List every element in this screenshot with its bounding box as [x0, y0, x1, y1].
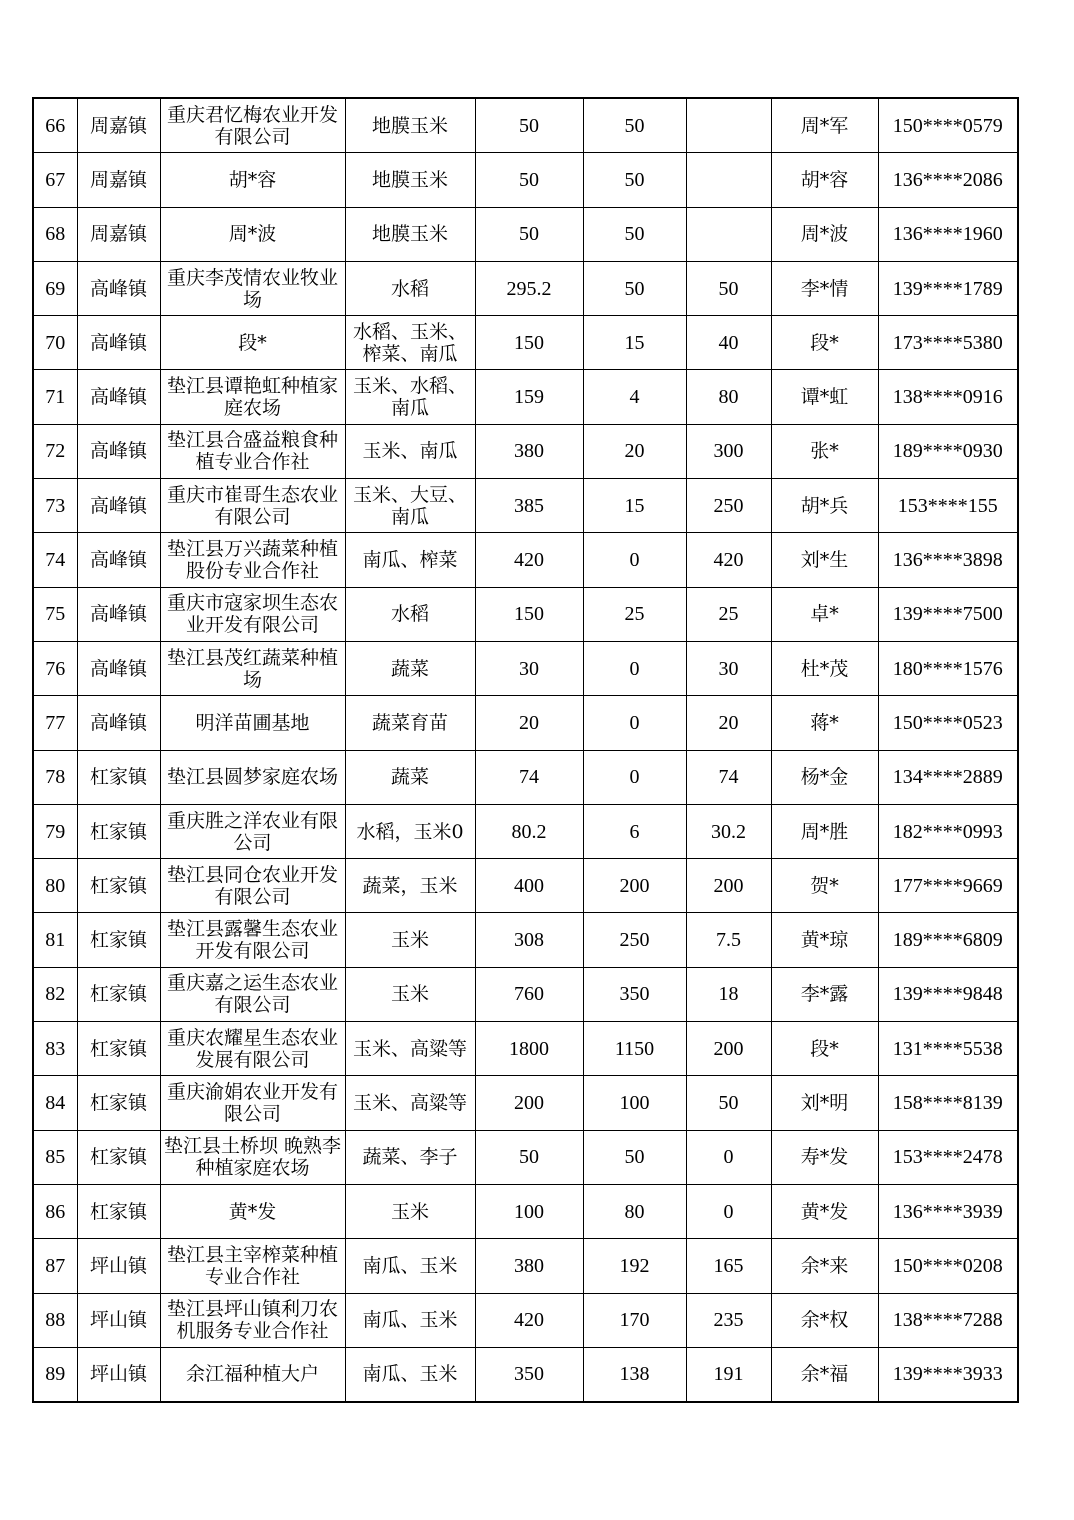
crop-cell: 地膜玉米	[345, 98, 475, 153]
row-number-cell: 78	[33, 750, 77, 804]
value-a-cell: 385	[475, 479, 583, 533]
phone-cell: 138****0916	[878, 370, 1018, 424]
value-a-cell: 200	[475, 1076, 583, 1130]
phone-cell: 139****7500	[878, 587, 1018, 641]
entity-name-cell: 垫江县主宰榨菜种植专业合作社	[160, 1239, 345, 1293]
contact-name-cell: 周*胜	[771, 804, 878, 858]
value-b-cell: 1150	[583, 1022, 686, 1076]
value-b-cell: 50	[583, 261, 686, 315]
town-cell: 高峰镇	[77, 424, 160, 478]
value-a-cell: 760	[475, 967, 583, 1021]
row-number-cell: 86	[33, 1184, 77, 1238]
value-a-cell: 159	[475, 370, 583, 424]
row-number-cell: 84	[33, 1076, 77, 1130]
town-cell: 杠家镇	[77, 804, 160, 858]
town-cell: 坪山镇	[77, 1239, 160, 1293]
value-c-cell	[686, 98, 771, 153]
table-row	[33, 1022, 1018, 1076]
entity-name-cell: 垫江县坪山镇利刀农机服务专业合作社	[160, 1293, 345, 1347]
crop-cell: 玉米、水稻、南瓜	[345, 370, 475, 424]
contact-name-cell: 张*	[771, 424, 878, 478]
value-c-cell: 420	[686, 533, 771, 587]
contact-name-cell: 李*情	[771, 261, 878, 315]
crop-cell: 水稻、玉米、榨菜、南瓜	[345, 316, 475, 370]
table-row	[33, 967, 1018, 1021]
crop-cell: 水稻，玉米0	[345, 804, 475, 858]
crop-cell: 玉米	[345, 913, 475, 967]
crop-cell: 南瓜、榨菜	[345, 533, 475, 587]
town-cell: 杠家镇	[77, 1022, 160, 1076]
row-number-cell: 87	[33, 1239, 77, 1293]
crop-cell: 玉米、南瓜	[345, 424, 475, 478]
value-c-cell: 50	[686, 261, 771, 315]
phone-cell: 139****3933	[878, 1347, 1018, 1402]
crop-cell: 南瓜、玉米	[345, 1239, 475, 1293]
table-row	[33, 641, 1018, 695]
crop-cell: 地膜玉米	[345, 153, 475, 207]
value-c-cell	[686, 207, 771, 261]
phone-cell: 180****1576	[878, 641, 1018, 695]
town-cell: 杠家镇	[77, 967, 160, 1021]
crop-cell: 蔬菜，玉米	[345, 859, 475, 913]
value-a-cell: 150	[475, 587, 583, 641]
value-c-cell: 200	[686, 1022, 771, 1076]
entity-name-cell: 垫江县谭艳虹种植家庭农场	[160, 370, 345, 424]
row-number-cell: 69	[33, 261, 77, 315]
table-row	[33, 1239, 1018, 1293]
value-a-cell: 150	[475, 316, 583, 370]
row-number-cell: 67	[33, 153, 77, 207]
value-a-cell: 50	[475, 153, 583, 207]
crop-cell: 玉米	[345, 967, 475, 1021]
phone-cell: 139****1789	[878, 261, 1018, 315]
entity-name-cell: 重庆市崔哥生态农业有限公司	[160, 479, 345, 533]
value-b-cell: 50	[583, 153, 686, 207]
phone-cell: 189****0930	[878, 424, 1018, 478]
row-number-cell: 83	[33, 1022, 77, 1076]
phone-cell: 153****155	[878, 479, 1018, 533]
contact-name-cell: 杨*金	[771, 750, 878, 804]
value-c-cell: 30	[686, 641, 771, 695]
phone-cell: 138****7288	[878, 1293, 1018, 1347]
data-table	[32, 97, 1019, 1403]
entity-name-cell: 胡*容	[160, 153, 345, 207]
crop-cell: 玉米、高粱等	[345, 1022, 475, 1076]
row-number-cell: 74	[33, 533, 77, 587]
entity-name-cell: 重庆李茂情农业牧业场	[160, 261, 345, 315]
value-a-cell: 420	[475, 533, 583, 587]
value-a-cell: 400	[475, 859, 583, 913]
entity-name-cell: 垫江县茂红蔬菜种植场	[160, 641, 345, 695]
crop-cell: 玉米	[345, 1184, 475, 1238]
value-b-cell: 170	[583, 1293, 686, 1347]
contact-name-cell: 余*来	[771, 1239, 878, 1293]
value-c-cell: 300	[686, 424, 771, 478]
phone-cell: 136****2086	[878, 153, 1018, 207]
crop-cell: 玉米、大豆、南瓜	[345, 479, 475, 533]
value-c-cell: 25	[686, 587, 771, 641]
phone-cell: 150****0208	[878, 1239, 1018, 1293]
value-c-cell: 74	[686, 750, 771, 804]
entity-name-cell: 重庆渝娟农业开发有限公司	[160, 1076, 345, 1130]
table-row	[33, 1347, 1018, 1402]
value-b-cell: 15	[583, 316, 686, 370]
contact-name-cell: 余*福	[771, 1347, 878, 1402]
value-a-cell: 350	[475, 1347, 583, 1402]
town-cell: 坪山镇	[77, 1293, 160, 1347]
entity-name-cell: 重庆市寇家坝生态农业开发有限公司	[160, 587, 345, 641]
value-b-cell: 50	[583, 98, 686, 153]
table-row	[33, 479, 1018, 533]
value-a-cell: 50	[475, 207, 583, 261]
row-number-cell: 73	[33, 479, 77, 533]
value-b-cell: 50	[583, 207, 686, 261]
value-b-cell: 0	[583, 533, 686, 587]
value-b-cell: 0	[583, 696, 686, 750]
contact-name-cell: 卓*	[771, 587, 878, 641]
crop-cell: 蔬菜	[345, 641, 475, 695]
town-cell: 高峰镇	[77, 479, 160, 533]
table-row	[33, 696, 1018, 750]
table-row	[33, 98, 1018, 153]
value-b-cell: 350	[583, 967, 686, 1021]
value-b-cell: 0	[583, 641, 686, 695]
value-a-cell: 420	[475, 1293, 583, 1347]
contact-name-cell: 段*	[771, 1022, 878, 1076]
value-c-cell: 50	[686, 1076, 771, 1130]
table-row	[33, 1293, 1018, 1347]
town-cell: 高峰镇	[77, 696, 160, 750]
crop-cell: 南瓜、玉米	[345, 1347, 475, 1402]
table-row	[33, 153, 1018, 207]
crop-cell: 蔬菜育苗	[345, 696, 475, 750]
row-number-cell: 70	[33, 316, 77, 370]
town-cell: 坪山镇	[77, 1347, 160, 1402]
contact-name-cell: 周*军	[771, 98, 878, 153]
town-cell: 周嘉镇	[77, 153, 160, 207]
town-cell: 杠家镇	[77, 913, 160, 967]
crop-cell: 水稻	[345, 587, 475, 641]
contact-name-cell: 段*	[771, 316, 878, 370]
row-number-cell: 71	[33, 370, 77, 424]
crop-cell: 蔬菜、李子	[345, 1130, 475, 1184]
value-b-cell: 6	[583, 804, 686, 858]
entity-name-cell: 段*	[160, 316, 345, 370]
value-c-cell: 191	[686, 1347, 771, 1402]
table-row	[33, 370, 1018, 424]
table-row	[33, 533, 1018, 587]
value-c-cell: 7.5	[686, 913, 771, 967]
entity-name-cell: 重庆君忆梅农业开发有限公司	[160, 98, 345, 153]
value-a-cell: 380	[475, 1239, 583, 1293]
phone-cell: 136****3898	[878, 533, 1018, 587]
value-c-cell: 0	[686, 1130, 771, 1184]
phone-cell: 136****1960	[878, 207, 1018, 261]
row-number-cell: 81	[33, 913, 77, 967]
phone-cell: 136****3939	[878, 1184, 1018, 1238]
value-c-cell: 200	[686, 859, 771, 913]
value-c-cell: 0	[686, 1184, 771, 1238]
value-c-cell: 250	[686, 479, 771, 533]
phone-cell: 177****9669	[878, 859, 1018, 913]
table-row	[33, 804, 1018, 858]
row-number-cell: 79	[33, 804, 77, 858]
value-c-cell: 30.2	[686, 804, 771, 858]
contact-name-cell: 余*权	[771, 1293, 878, 1347]
value-b-cell: 250	[583, 913, 686, 967]
contact-name-cell: 胡*容	[771, 153, 878, 207]
contact-name-cell: 寿*发	[771, 1130, 878, 1184]
entity-name-cell: 垫江县同仓农业开发有限公司	[160, 859, 345, 913]
table-row	[33, 1130, 1018, 1184]
entity-name-cell: 垫江县圆梦家庭农场	[160, 750, 345, 804]
table-row	[33, 859, 1018, 913]
value-c-cell: 40	[686, 316, 771, 370]
row-number-cell: 76	[33, 641, 77, 695]
value-b-cell: 0	[583, 750, 686, 804]
town-cell: 高峰镇	[77, 316, 160, 370]
crop-cell: 蔬菜	[345, 750, 475, 804]
value-a-cell: 80.2	[475, 804, 583, 858]
value-c-cell	[686, 153, 771, 207]
town-cell: 杠家镇	[77, 1130, 160, 1184]
phone-cell: 150****0579	[878, 98, 1018, 153]
row-number-cell: 77	[33, 696, 77, 750]
contact-name-cell: 周*波	[771, 207, 878, 261]
value-a-cell: 100	[475, 1184, 583, 1238]
contact-name-cell: 谭*虹	[771, 370, 878, 424]
town-cell: 高峰镇	[77, 587, 160, 641]
value-b-cell: 25	[583, 587, 686, 641]
table-row	[33, 316, 1018, 370]
contact-name-cell: 刘*明	[771, 1076, 878, 1130]
value-b-cell: 15	[583, 479, 686, 533]
table-row	[33, 1076, 1018, 1130]
crop-cell: 玉米、高粱等	[345, 1076, 475, 1130]
value-c-cell: 165	[686, 1239, 771, 1293]
crop-cell: 南瓜、玉米	[345, 1293, 475, 1347]
contact-name-cell: 黄*琼	[771, 913, 878, 967]
value-b-cell: 20	[583, 424, 686, 478]
value-b-cell: 80	[583, 1184, 686, 1238]
row-number-cell: 82	[33, 967, 77, 1021]
value-c-cell: 80	[686, 370, 771, 424]
phone-cell: 131****5538	[878, 1022, 1018, 1076]
crop-cell: 地膜玉米	[345, 207, 475, 261]
contact-name-cell: 杜*茂	[771, 641, 878, 695]
entity-name-cell: 垫江县土桥坝 晚熟李种植家庭农场	[160, 1130, 345, 1184]
town-cell: 高峰镇	[77, 370, 160, 424]
row-number-cell: 68	[33, 207, 77, 261]
phone-cell: 158****8139	[878, 1076, 1018, 1130]
town-cell: 周嘉镇	[77, 207, 160, 261]
phone-cell: 173****5380	[878, 316, 1018, 370]
contact-name-cell: 李*露	[771, 967, 878, 1021]
row-number-cell: 89	[33, 1347, 77, 1402]
entity-name-cell: 重庆农耀星生态农业发展有限公司	[160, 1022, 345, 1076]
phone-cell: 189****6809	[878, 913, 1018, 967]
entity-name-cell: 重庆嘉之运生态农业有限公司	[160, 967, 345, 1021]
table-row	[33, 750, 1018, 804]
value-b-cell: 50	[583, 1130, 686, 1184]
row-number-cell: 75	[33, 587, 77, 641]
town-cell: 杠家镇	[77, 750, 160, 804]
value-a-cell: 380	[475, 424, 583, 478]
town-cell: 高峰镇	[77, 641, 160, 695]
entity-name-cell: 黄*发	[160, 1184, 345, 1238]
value-a-cell: 1800	[475, 1022, 583, 1076]
row-number-cell: 66	[33, 98, 77, 153]
entity-name-cell: 周*波	[160, 207, 345, 261]
value-a-cell: 20	[475, 696, 583, 750]
table-row	[33, 424, 1018, 478]
entity-name-cell: 垫江县万兴蔬菜种植股份专业合作社	[160, 533, 345, 587]
contact-name-cell: 蒋*	[771, 696, 878, 750]
entity-name-cell: 余江福种植大户	[160, 1347, 345, 1402]
phone-cell: 182****0993	[878, 804, 1018, 858]
table-row	[33, 1184, 1018, 1238]
entity-name-cell: 明洋苗圃基地	[160, 696, 345, 750]
town-cell: 高峰镇	[77, 533, 160, 587]
table-row	[33, 207, 1018, 261]
contact-name-cell: 刘*生	[771, 533, 878, 587]
entity-name-cell: 垫江县合盛益粮食种植专业合作社	[160, 424, 345, 478]
value-c-cell: 20	[686, 696, 771, 750]
contact-name-cell: 黄*发	[771, 1184, 878, 1238]
value-b-cell: 200	[583, 859, 686, 913]
value-a-cell: 74	[475, 750, 583, 804]
phone-cell: 150****0523	[878, 696, 1018, 750]
town-cell: 高峰镇	[77, 261, 160, 315]
row-number-cell: 72	[33, 424, 77, 478]
value-a-cell: 50	[475, 98, 583, 153]
phone-cell: 134****2889	[878, 750, 1018, 804]
town-cell: 杠家镇	[77, 1076, 160, 1130]
town-cell: 杠家镇	[77, 859, 160, 913]
town-cell: 周嘉镇	[77, 98, 160, 153]
value-c-cell: 18	[686, 967, 771, 1021]
value-c-cell: 235	[686, 1293, 771, 1347]
entity-name-cell: 垫江县露馨生态农业开发有限公司	[160, 913, 345, 967]
value-b-cell: 138	[583, 1347, 686, 1402]
row-number-cell: 80	[33, 859, 77, 913]
crop-cell: 水稻	[345, 261, 475, 315]
value-b-cell: 192	[583, 1239, 686, 1293]
value-a-cell: 308	[475, 913, 583, 967]
entity-name-cell: 重庆胜之洋农业有限公司	[160, 804, 345, 858]
value-b-cell: 100	[583, 1076, 686, 1130]
contact-name-cell: 贺*	[771, 859, 878, 913]
phone-cell: 153****2478	[878, 1130, 1018, 1184]
row-number-cell: 88	[33, 1293, 77, 1347]
table-row	[33, 913, 1018, 967]
row-number-cell: 85	[33, 1130, 77, 1184]
phone-cell: 139****9848	[878, 967, 1018, 1021]
table-row	[33, 261, 1018, 315]
value-a-cell: 50	[475, 1130, 583, 1184]
value-b-cell: 4	[583, 370, 686, 424]
table-row	[33, 587, 1018, 641]
value-a-cell: 295.2	[475, 261, 583, 315]
contact-name-cell: 胡*兵	[771, 479, 878, 533]
value-a-cell: 30	[475, 641, 583, 695]
town-cell: 杠家镇	[77, 1184, 160, 1238]
